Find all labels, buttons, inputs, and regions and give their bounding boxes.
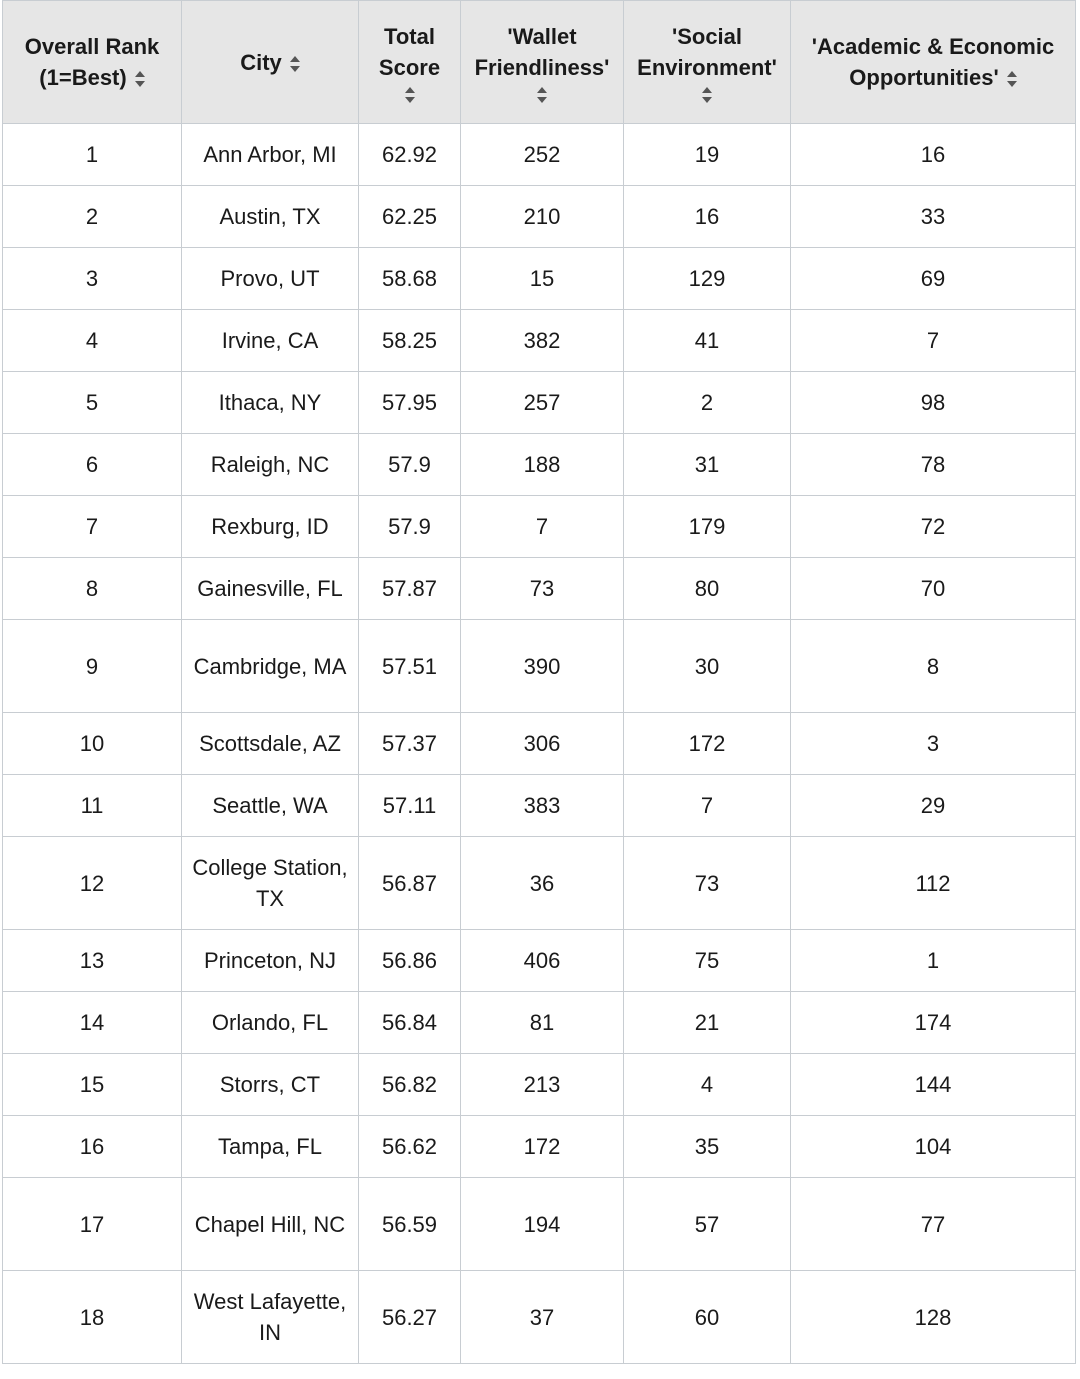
rank-cell: 5 (3, 372, 182, 434)
total-score-cell: 58.25 (359, 310, 461, 372)
column-header-total-score[interactable] (359, 1, 461, 124)
total-score-cell: 56.62 (359, 1116, 461, 1178)
social-environment-cell: 129 (624, 248, 791, 310)
social-environment-cell: 41 (624, 310, 791, 372)
sort-icon[interactable] (135, 71, 145, 87)
academic-economic-cell: 104 (791, 1116, 1076, 1178)
table-row (3, 775, 1076, 837)
table-row (3, 1178, 1076, 1271)
table-row (3, 558, 1076, 620)
academic-economic-cell: 3 (791, 713, 1076, 775)
rankings-table-container (2, 0, 1075, 1364)
table-row (3, 930, 1076, 992)
wallet-friendliness-cell: 73 (461, 558, 624, 620)
rank-cell: 13 (3, 930, 182, 992)
total-score-cell: 62.25 (359, 186, 461, 248)
total-score-cell: 56.87 (359, 837, 461, 930)
wallet-friendliness-cell: 390 (461, 620, 624, 713)
academic-economic-cell: 7 (791, 310, 1076, 372)
wallet-friendliness-cell: 213 (461, 1054, 624, 1116)
academic-economic-cell: 1 (791, 930, 1076, 992)
city-cell: Chapel Hill, NC (182, 1178, 359, 1271)
wallet-friendliness-cell: 172 (461, 1116, 624, 1178)
social-environment-cell: 21 (624, 992, 791, 1054)
sort-icon[interactable] (1007, 71, 1017, 87)
rank-cell: 8 (3, 558, 182, 620)
column-header-wallet-friendliness[interactable] (461, 1, 624, 124)
total-score-cell: 62.92 (359, 124, 461, 186)
city-cell: West Lafayette, IN (182, 1271, 359, 1364)
rank-cell: 1 (3, 124, 182, 186)
rank-cell: 16 (3, 1116, 182, 1178)
social-environment-cell: 179 (624, 496, 791, 558)
total-score-cell: 57.9 (359, 434, 461, 496)
table-row (3, 992, 1076, 1054)
rank-cell: 15 (3, 1054, 182, 1116)
column-header-label: 'Academic & Economic Opportunities' (811, 34, 1055, 90)
academic-economic-cell: 174 (791, 992, 1076, 1054)
wallet-friendliness-cell: 188 (461, 434, 624, 496)
total-score-cell: 56.86 (359, 930, 461, 992)
table-row (3, 1271, 1076, 1364)
table-row (3, 372, 1076, 434)
total-score-cell: 57.11 (359, 775, 461, 837)
city-cell: Princeton, NJ (182, 930, 359, 992)
city-cell: Irvine, CA (182, 310, 359, 372)
rank-cell: 9 (3, 620, 182, 713)
wallet-friendliness-cell: 7 (461, 496, 624, 558)
city-cell: Storrs, CT (182, 1054, 359, 1116)
column-header-city[interactable] (182, 1, 359, 124)
rank-cell: 11 (3, 775, 182, 837)
table-row (3, 620, 1076, 713)
wallet-friendliness-cell: 383 (461, 775, 624, 837)
sort-icon[interactable] (290, 56, 300, 72)
header-row (3, 1, 1076, 124)
table-row (3, 1116, 1076, 1178)
sort-icon[interactable] (537, 87, 547, 103)
table-row (3, 248, 1076, 310)
wallet-friendliness-cell: 81 (461, 992, 624, 1054)
column-header-academic-economic[interactable] (791, 1, 1076, 124)
total-score-cell: 57.9 (359, 496, 461, 558)
social-environment-cell: 16 (624, 186, 791, 248)
total-score-cell: 56.27 (359, 1271, 461, 1364)
wallet-friendliness-cell: 194 (461, 1178, 624, 1271)
academic-economic-cell: 78 (791, 434, 1076, 496)
social-environment-cell: 7 (624, 775, 791, 837)
column-header-label: 'Wallet Friendliness' (474, 24, 610, 80)
social-environment-cell: 75 (624, 930, 791, 992)
city-cell: Rexburg, ID (182, 496, 359, 558)
rank-cell: 18 (3, 1271, 182, 1364)
wallet-friendliness-cell: 36 (461, 837, 624, 930)
rankings-table (2, 0, 1076, 1364)
total-score-cell: 58.68 (359, 248, 461, 310)
city-cell: Gainesville, FL (182, 558, 359, 620)
total-score-cell: 56.59 (359, 1178, 461, 1271)
city-cell: Cambridge, MA (182, 620, 359, 713)
social-environment-cell: 73 (624, 837, 791, 930)
city-cell: Austin, TX (182, 186, 359, 248)
city-cell: Raleigh, NC (182, 434, 359, 496)
wallet-friendliness-cell: 257 (461, 372, 624, 434)
rank-cell: 6 (3, 434, 182, 496)
wallet-friendliness-cell: 306 (461, 713, 624, 775)
table-body (3, 124, 1076, 1364)
academic-economic-cell: 72 (791, 496, 1076, 558)
city-cell: Scottsdale, AZ (182, 713, 359, 775)
social-environment-cell: 57 (624, 1178, 791, 1271)
rank-cell: 2 (3, 186, 182, 248)
social-environment-cell: 172 (624, 713, 791, 775)
academic-economic-cell: 112 (791, 837, 1076, 930)
total-score-cell: 57.87 (359, 558, 461, 620)
rank-cell: 3 (3, 248, 182, 310)
table-header (3, 1, 1076, 124)
total-score-cell: 57.37 (359, 713, 461, 775)
social-environment-cell: 19 (624, 124, 791, 186)
academic-economic-cell: 70 (791, 558, 1076, 620)
academic-economic-cell: 144 (791, 1054, 1076, 1116)
wallet-friendliness-cell: 15 (461, 248, 624, 310)
total-score-cell: 56.82 (359, 1054, 461, 1116)
table-row (3, 186, 1076, 248)
table-row (3, 434, 1076, 496)
social-environment-cell: 80 (624, 558, 791, 620)
column-header-social-environment[interactable] (624, 1, 791, 124)
social-environment-cell: 35 (624, 1116, 791, 1178)
table-row (3, 496, 1076, 558)
city-cell: Ithaca, NY (182, 372, 359, 434)
academic-economic-cell: 29 (791, 775, 1076, 837)
social-environment-cell: 60 (624, 1271, 791, 1364)
column-header-label: Overall Rank (1=Best) (24, 34, 160, 90)
academic-economic-cell: 77 (791, 1178, 1076, 1271)
total-score-cell: 57.95 (359, 372, 461, 434)
rank-cell: 14 (3, 992, 182, 1054)
academic-economic-cell: 128 (791, 1271, 1076, 1364)
column-header-overall-rank[interactable] (3, 1, 182, 124)
rank-cell: 4 (3, 310, 182, 372)
social-environment-cell: 2 (624, 372, 791, 434)
wallet-friendliness-cell: 37 (461, 1271, 624, 1364)
social-environment-cell: 30 (624, 620, 791, 713)
rank-cell: 17 (3, 1178, 182, 1271)
rank-cell: 12 (3, 837, 182, 930)
sort-icon[interactable] (702, 87, 712, 103)
academic-economic-cell: 98 (791, 372, 1076, 434)
academic-economic-cell: 33 (791, 186, 1076, 248)
academic-economic-cell: 16 (791, 124, 1076, 186)
column-header-label: City (240, 49, 282, 75)
total-score-cell: 57.51 (359, 620, 461, 713)
academic-economic-cell: 8 (791, 620, 1076, 713)
city-cell: Ann Arbor, MI (182, 124, 359, 186)
city-cell: Seattle, WA (182, 775, 359, 837)
wallet-friendliness-cell: 252 (461, 124, 624, 186)
city-cell: Provo, UT (182, 248, 359, 310)
column-header-label: Total Score (378, 24, 441, 80)
table-row (3, 310, 1076, 372)
wallet-friendliness-cell: 406 (461, 930, 624, 992)
sort-icon[interactable] (405, 87, 415, 103)
rank-cell: 7 (3, 496, 182, 558)
total-score-cell: 56.84 (359, 992, 461, 1054)
rank-cell: 10 (3, 713, 182, 775)
social-environment-cell: 4 (624, 1054, 791, 1116)
social-environment-cell: 31 (624, 434, 791, 496)
city-cell: Tampa, FL (182, 1116, 359, 1178)
column-header-label: 'Social Environment' (637, 24, 777, 80)
academic-economic-cell: 69 (791, 248, 1076, 310)
table-row (3, 837, 1076, 930)
table-row (3, 1054, 1076, 1116)
city-cell: Orlando, FL (182, 992, 359, 1054)
wallet-friendliness-cell: 210 (461, 186, 624, 248)
table-row (3, 713, 1076, 775)
wallet-friendliness-cell: 382 (461, 310, 624, 372)
city-cell: College Station, TX (182, 837, 359, 930)
table-row (3, 124, 1076, 186)
